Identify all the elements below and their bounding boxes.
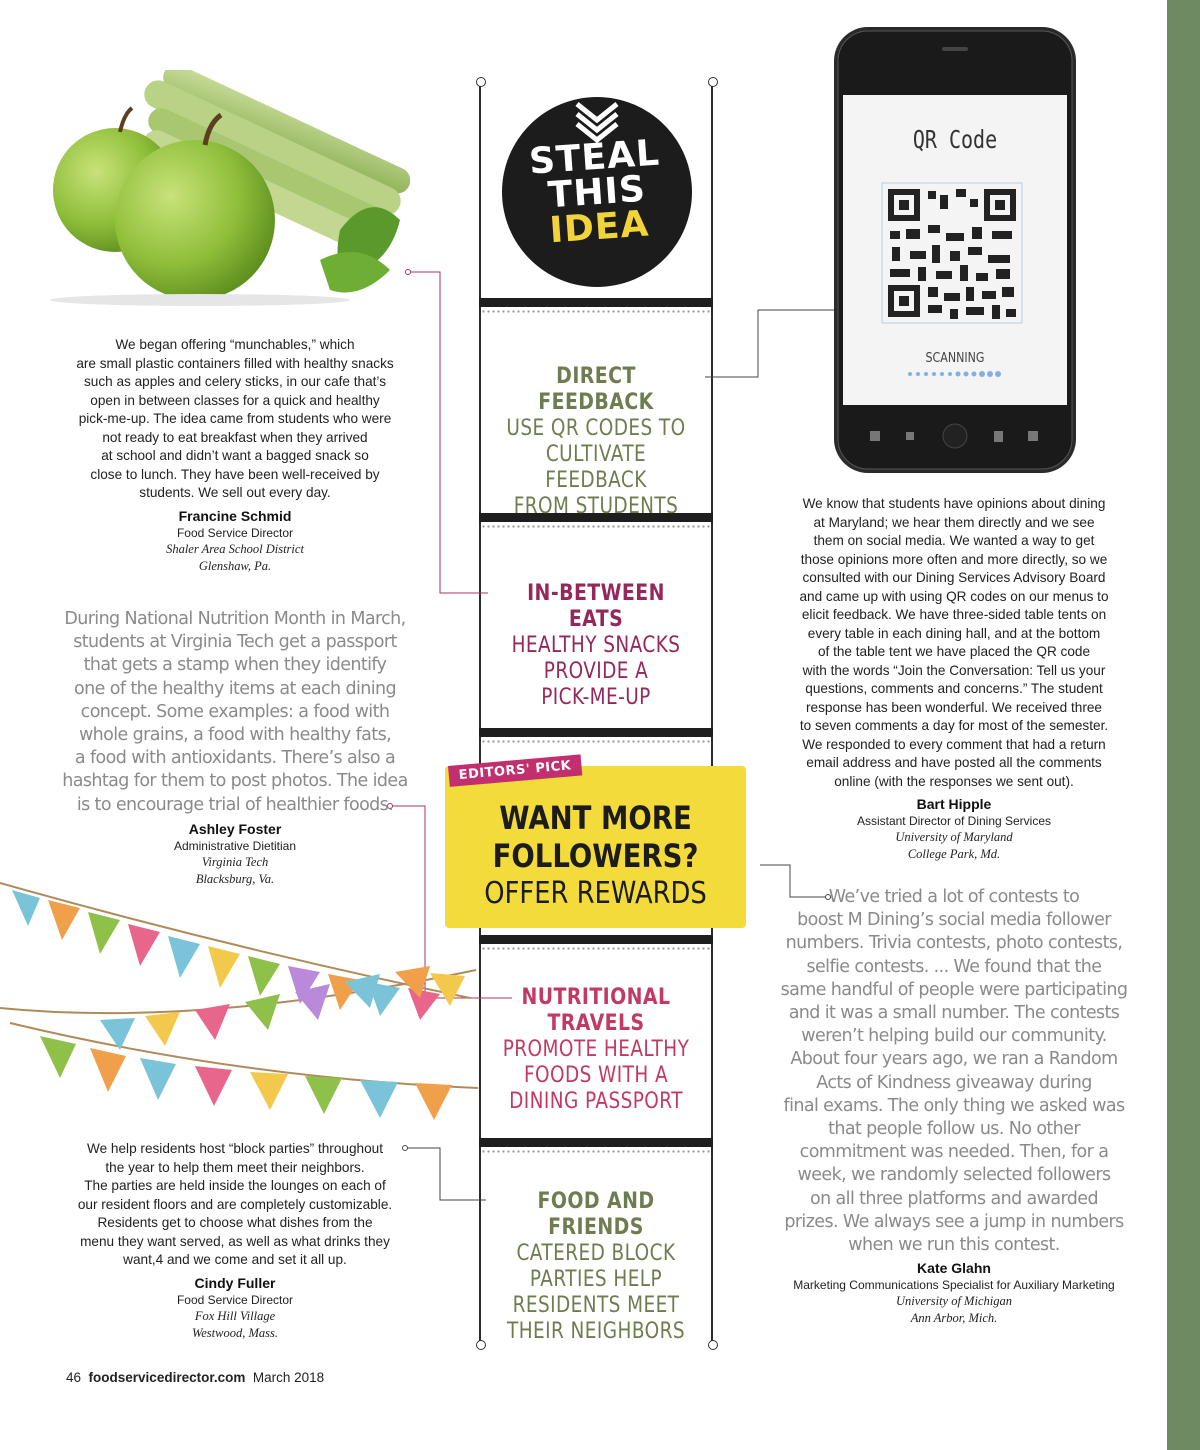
author-location: Ann Arbor, Mich. [910,1311,998,1326]
page-footer [66,1370,324,1385]
story-line: students. We sell out every day. [139,485,331,500]
badge-line2: THIS [546,168,648,217]
story-line: concept. Some examples: a food with [80,701,390,722]
story-line: our resident floors and are completely customizable. [77,1196,393,1212]
section-sub-line: FROM STUDENTS [513,494,679,519]
story-line: elicit feedback. We have three-sided table tents on [801,607,1107,622]
pick-line1: WANT MORE [499,799,692,837]
pick-line2: FOLLOWERS? [492,837,699,875]
badge-line3: IDEA [548,203,651,252]
story-line: Acts of Kindness giveaway during [816,1072,1092,1093]
section-head: TRAVELS [547,1011,645,1036]
story-foster [55,608,415,817]
badge-line1: STEAL [527,132,662,183]
story-line: boost M Dining’s social media follower [797,910,1111,931]
story-line: on all three platforms and awarded [810,1188,1098,1209]
author-name: Francine Schmid [178,507,292,524]
story-line: that gets a stamp when they identify [83,655,387,676]
story-line: same handful of people were participating [780,979,1128,1000]
author-name: Bart Hipple [916,796,992,812]
story-hipple [780,495,1128,863]
story-line: online (with the responses we sent out). [834,773,1074,789]
story-line: Residents get to choose what dishes from the [97,1215,373,1230]
author-institution: Shaler Area School District [166,541,304,556]
story-line: questions, comments and concerns.” The student [805,681,1103,696]
story-line: menu they want served, as well as what drinks they [80,1233,390,1249]
author-role: Food Service Director [176,1292,294,1307]
story-line: students at Virginia Tech get a passport [73,632,397,653]
story-line: We responded to every comment that had a return [802,736,1106,752]
story-line: that people follow us. No other [828,1119,1080,1140]
story-line: of the table tent we have placed the QR code [817,644,1091,659]
story-line: at Maryland; we hear them directly and we see [813,514,1095,530]
author-institution: University of Maryland [895,830,1013,844]
story-line: We help residents host “block parties” throughout [87,1141,383,1156]
footer-date: March 2018 [252,1370,325,1385]
story-line: with the words “Join the Conversation: Tell us your [802,662,1106,678]
author-institution: Fox Hill Village [194,1308,276,1323]
story-line: whole grains, a food with healthy fats, [78,725,392,746]
story-line: one of the healthy items at each dining [73,678,396,699]
author-location: College Park, Md. [907,847,1001,861]
story-line: such as apples and celery sticks, in our cafe that’s [84,374,386,389]
author-institution: University of Michigan [896,1294,1012,1309]
pick-line3: OFFER REWARDS [484,876,707,911]
story-line: We began offering “munchables,” which [115,337,355,352]
section-sub-line: FOODS WITH A [523,1063,669,1088]
story-line: a food with antioxidants. There’s also a [74,748,396,769]
section-sub-line: CULTIVATE FEEDBACK [545,442,647,493]
story-line: final exams. The only thing we asked was [783,1095,1125,1116]
story-glahn [772,886,1136,1327]
story-line: The parties are held inside the lounges on each of [84,1178,386,1193]
story-line: commitment was needed. Then, for a [799,1142,1109,1163]
author-institution: Virginia Tech [201,855,269,869]
author-role: Assistant Director of Dining Services [856,814,1052,828]
story-line: those opinions more often and more directly, so we [800,551,1108,567]
story-line: During National Nutrition Month in March, [64,609,406,629]
story-line: are small plastic containers filled with healthy snacks [76,355,394,371]
section-sub-line: PICK-ME-UP [541,685,651,710]
story-line: pick-me-up. The idea came from students who were [78,411,392,426]
story-line: email address and have posted all the comments [806,755,1102,770]
story-line: is to encourage trial of healthier foods. [76,794,394,815]
story-line: and came up with using QR codes on our menus to [799,588,1109,604]
story-line: weren’t helping build our community. [801,1026,1107,1047]
story-line: We know that students have opinions about dining [802,496,1106,511]
story-line: every table in each dining hall, and at the bottom [807,625,1101,641]
story-line: open in between classes for a quick and healthy [90,392,380,408]
author-location: Glenshaw, Pa. [198,558,272,573]
section-sub-line: PROVIDE A [543,659,649,684]
phone-status: SCANNING [925,351,985,366]
author-name: Ashley Foster [188,821,282,837]
section-sub-line: RESIDENTS MEET [512,1293,680,1318]
phone-image [832,25,1078,475]
section-head: NUTRITIONAL [521,985,671,1010]
story-line: week, we randomly selected followers [797,1165,1111,1186]
section-head: IN-BETWEEN EATS [527,581,665,632]
bunting-image [0,878,478,1123]
story-line: when we run this contest. [848,1235,1060,1256]
phone-title: QR Code [912,125,998,154]
story-line: About four years ago, we ran a Random [790,1049,1118,1070]
story-line: the year to help them meet their neighbors. [105,1159,365,1175]
section-sub-line: PARTIES HELP [529,1267,663,1292]
author-name: Cindy Fuller [194,1274,276,1291]
page-number: 46 [66,1370,82,1385]
editors-pick-tag: EDITORS' PICK [448,754,582,786]
story-line: want,4 and we come and set it all up. [123,1252,347,1267]
story-line: selfie contests. ... We found that the [806,956,1102,977]
story-line: close to lunch. They have been well-received by [90,466,380,482]
author-role: Food Service Director [176,525,294,540]
story-schmid [60,336,410,575]
story-line: them on social media. We wanted a way to get [813,533,1095,548]
author-role: Marketing Communications Specialist for Auxiliary Marketing [793,1278,1115,1293]
author-role: Administrative Dietitian [173,839,297,853]
story-fuller [55,1140,415,1342]
story-line: numbers. Trivia contests, photo contests, [785,933,1123,954]
story-line: We’ve tried a lot of contests to [828,887,1080,907]
story-line: hashtag for them to post photos. The idea [62,771,408,792]
author-name: Kate Glahn [917,1260,991,1277]
section-sub-line: PROMOTE HEALTHY [502,1037,690,1062]
credit-foster [55,820,415,888]
story-line: not ready to eat breakfast when they arrived [102,429,368,445]
section-head: DIRECT FEEDBACK [538,364,654,415]
section-head: FOOD AND FRIENDS [537,1189,655,1240]
story-line: prizes. We always see a jump in numbers [784,1211,1124,1232]
section-sub-line: DINING PASSPORT [509,1089,683,1114]
section-sub-line: THEIR NEIGHBORS [507,1319,685,1344]
story-line: and it was a small number. The contests [788,1003,1120,1024]
author-location: Blacksburg, Va. [195,872,275,886]
footer-site[interactable]: foodservicedirector.com [88,1370,246,1385]
author-location: Westwood, Mass. [191,1325,278,1340]
section-sub-line: HEALTHY SNACKS [511,633,681,658]
section-sub-line: CATERED BLOCK [516,1241,676,1266]
story-line: to seven comments a day for most of the semester. [799,718,1109,733]
story-line: at school and didn’t want a bagged snack so [101,448,369,463]
story-line: response has been wonderful. We received three [806,699,1102,715]
story-line: consulted with our Dining Services Advisory Board [802,570,1106,585]
section-sub-line: USE QR CODES TO [506,416,686,441]
